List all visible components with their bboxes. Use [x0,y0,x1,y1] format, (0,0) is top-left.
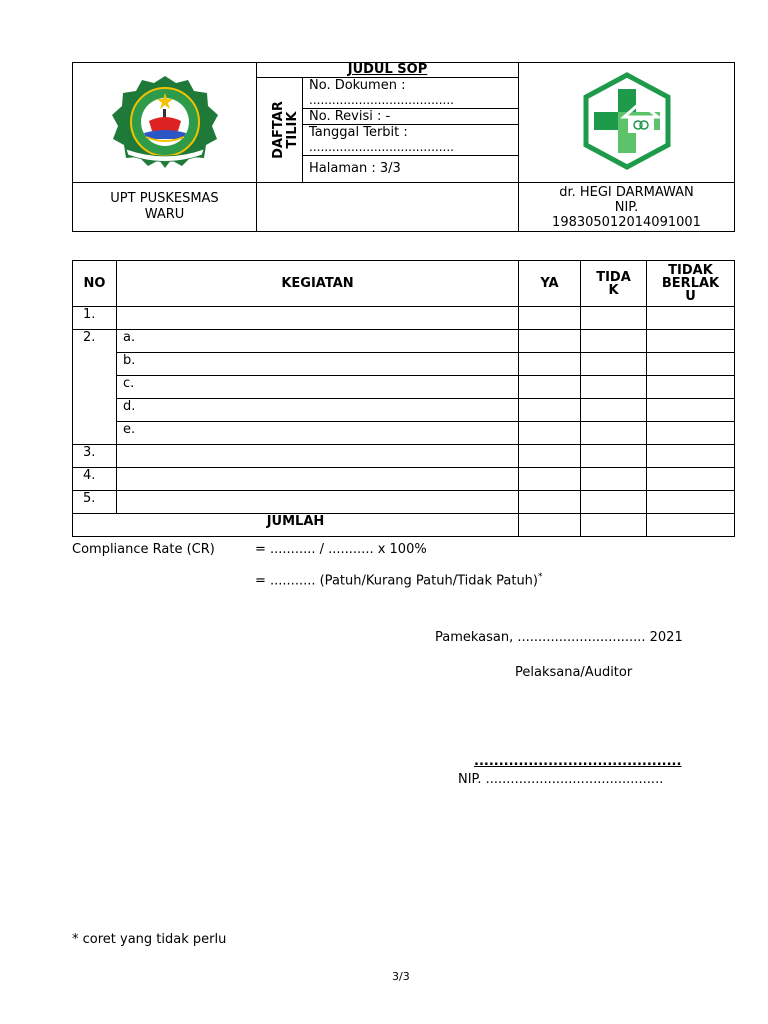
puskesmas-logo-icon [572,71,682,171]
table-row [73,376,735,399]
checklist-table [72,260,735,537]
row-tidak-cell[interactable] [581,491,647,514]
row-ya-cell[interactable] [519,399,581,422]
head-nip-label: NIP. [614,199,639,215]
row-kegiatan[interactable] [117,491,519,514]
table-row [73,422,735,445]
head-nip: 198305012014091001 [552,214,701,230]
row-ya-cell[interactable] [519,468,581,491]
table-row [73,399,735,422]
row-tb-cell[interactable] [647,330,735,353]
header-tidak-line1: TIDA [596,269,631,285]
head-name: dr. HEGI DARMAWAN [559,184,694,200]
no-dokumen-label: No. Dokumen : [309,78,406,93]
row-kegiatan[interactable]: a. [117,330,519,353]
table-row [73,445,735,468]
head-signature [519,183,735,232]
row-tb-cell[interactable] [647,399,735,422]
empty-cell [257,183,519,232]
place-date: Pamekasan, ............................... 2021 [435,630,683,645]
jumlah-row [73,514,735,537]
tanggal-terbit-value: ...................................... [309,140,454,154]
row-ya-cell[interactable] [519,422,581,445]
jumlah-ya-cell[interactable] [519,514,581,537]
judul-sop: JUDUL SOP [257,63,519,78]
left-logo-cell [73,63,257,183]
no-revisi: No. Revisi : - [303,109,519,125]
compliance-result [255,572,543,588]
unit-name [73,183,257,232]
footnote: * coret yang tidak perlu [72,932,227,947]
row-ya-cell[interactable] [519,445,581,468]
row-ya-cell[interactable] [519,491,581,514]
row-kegiatan[interactable]: e. [117,422,519,445]
header-no: NO [73,261,117,307]
jumlah-tidak-cell[interactable] [581,514,647,537]
page-number: 3/3 [392,970,410,983]
row-kegiatan[interactable]: c. [117,376,519,399]
header-tidak-berlaku [647,261,735,307]
row-tb-cell[interactable] [647,353,735,376]
row-kegiatan[interactable]: b. [117,353,519,376]
header-tidak [581,261,647,307]
table-row [73,491,735,514]
row-no: 2. [73,330,117,445]
row-tidak-cell[interactable] [581,399,647,422]
auditor-role: Pelaksana/Auditor [515,665,633,680]
right-logo-cell [519,63,735,183]
row-no: 4. [73,468,117,491]
header-kegiatan: KEGIATAN [117,261,519,307]
row-tidak-cell[interactable] [581,445,647,468]
row-kegiatan[interactable] [117,468,519,491]
row-tb-cell[interactable] [647,376,735,399]
row-tb-cell[interactable] [647,468,735,491]
row-kegiatan[interactable] [117,445,519,468]
row-tb-cell[interactable] [647,491,735,514]
row-no: 3. [73,445,117,468]
jumlah-label: JUMLAH [73,514,519,537]
row-tb-cell[interactable] [647,445,735,468]
auditor-nip: NIP. ........................................... [458,772,664,787]
row-tidak-cell[interactable] [581,376,647,399]
table-row [73,468,735,491]
header-tidak-line2: K [608,282,619,298]
table-row [73,353,735,376]
row-tidak-cell[interactable] [581,330,647,353]
table-row [73,330,735,353]
kabupaten-emblem-icon [106,73,224,169]
unit-line-2: WARU [144,207,185,222]
tilik-text: TILIK [284,111,300,149]
row-kegiatan[interactable]: d. [117,399,519,422]
unit-line-1: UPT PUSKESMAS [110,191,219,206]
auditor-name: .......................................... [474,754,682,769]
compliance-label: Compliance Rate (CR) [72,542,215,557]
row-tidak-cell[interactable] [581,307,647,330]
halaman: Halaman : 3/3 [303,156,519,183]
row-kegiatan[interactable] [117,307,519,330]
tanggal-terbit-label: Tanggal Terbit : [309,125,408,140]
header-tb-line3: U [685,289,696,304]
row-ya-cell[interactable] [519,330,581,353]
header-tb-line1: TIDAK [668,263,713,278]
header-tb-line2: BERLAK [661,276,720,291]
table-row [73,307,735,330]
row-tb-cell[interactable] [647,307,735,330]
compliance-formula: = ........... / ........... x 100% [255,542,427,557]
jumlah-tb-cell[interactable] [647,514,735,537]
compliance-result-text: = ........... (Patuh/Kurang Patuh/Tidak Patuh) [255,573,538,589]
sop-header-table [72,62,735,232]
row-no: 1. [73,307,117,330]
header-ya: YA [519,261,581,307]
row-tidak-cell[interactable] [581,422,647,445]
row-tb-cell[interactable] [647,422,735,445]
row-tidak-cell[interactable] [581,468,647,491]
footnote-marker: * [538,572,543,582]
row-no: 5. [73,491,117,514]
no-dokumen-value: ...................................... [309,93,454,107]
daftar-text: DAFTAR [270,101,286,159]
row-ya-cell[interactable] [519,307,581,330]
row-ya-cell[interactable] [519,376,581,399]
row-ya-cell[interactable] [519,353,581,376]
daftar-tilik-label [257,78,303,183]
row-tidak-cell[interactable] [581,353,647,376]
no-dokumen [303,78,519,109]
tanggal-terbit [303,125,519,156]
